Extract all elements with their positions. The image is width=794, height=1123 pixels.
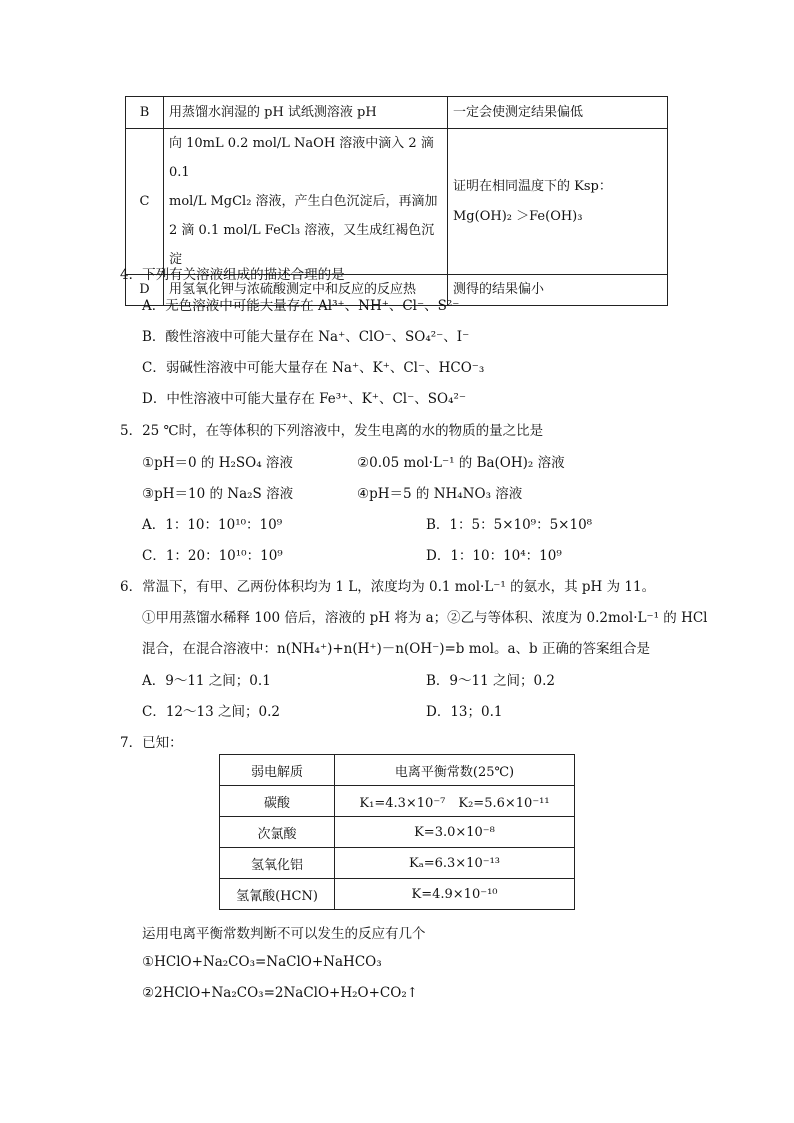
question-4-stem: 4．下列有关溶液组成的描述合理的是 — [120, 267, 345, 283]
row-result — [448, 275, 668, 306]
row-result — [448, 97, 668, 129]
ionization-constant: K₁=4.3×10⁻⁷ K₂=5.6×10⁻¹¹ — [335, 786, 575, 817]
question-5-item-4: ④pH＝5 的 NH₄NO₃ 溶液 — [357, 486, 523, 502]
row-description — [164, 129, 448, 275]
question-7-reaction-2: ②2HClO+Na₂CO₃=2NaClO+H₂O+CO₂↑ — [142, 985, 419, 1001]
result-line: 测得的结果偏小 — [453, 282, 545, 297]
table-row — [220, 879, 575, 910]
row-label: D — [126, 275, 164, 306]
result-line: 证明在相同温度下的 Ksp： — [453, 178, 612, 194]
question-7-prompt: 运用电离平衡常数判断不可以发生的反应有几个 — [142, 926, 426, 942]
question-6-option-b: B．9～11 之间；0.2 — [426, 673, 555, 689]
row-description — [164, 97, 448, 129]
question-6-option-d: D．13；0.1 — [426, 704, 503, 720]
question-5-option-a: A．1：10：10¹⁰：10⁹ — [142, 517, 283, 533]
description-line: 向 10mL 0.2 mol/L NaOH 溶液中滴入 2 滴 0.1 — [169, 136, 434, 180]
ionization-constant: K=4.9×10⁻¹⁰ — [335, 879, 575, 910]
electrolyte-name: 氢氰酸(HCN) — [220, 879, 335, 910]
electrolyte-name: 次氯酸 — [220, 817, 335, 848]
question-7-stem: 7．已知： — [120, 735, 183, 751]
result-line: 一定会使测定结果偏低 — [453, 104, 584, 120]
question-6-option-a: A．9～11 之间；0.1 — [142, 673, 271, 689]
ionization-constant-table — [219, 754, 575, 910]
column-header: 电离平衡常数(25℃) — [335, 755, 575, 786]
question-6-option-c: C．12～13 之间；0.2 — [142, 704, 280, 720]
electrolyte-name: 氢氧化铝 — [220, 848, 335, 879]
row-label: C — [126, 129, 164, 275]
question-6-stem: 6．常温下，有甲、乙两份体积均为 1 L，浓度均为 0.1 mol·L⁻¹ 的氨水，其 pH 为 11。 — [120, 579, 656, 595]
table-row — [220, 848, 575, 879]
question-5-stem: 5．25 ℃时，在等体积的下列溶液中，发生电离的水的物质的量之比是 — [120, 423, 544, 439]
question-5-option-c: C．1：20：10¹⁰：10⁹ — [142, 548, 283, 564]
question-6-line-3: 混合，在混合溶液中：n(NH₄⁺)+n(H⁺)－n(OH⁻)=b mol。a、b 正确的答案组合是 — [142, 641, 650, 657]
table-row — [126, 97, 668, 129]
result-line: Mg(OH)₂ ＞Fe(OH)₃ — [453, 208, 583, 224]
description-line: 用蒸馏水润湿的 pH 试纸测溶液 pH — [169, 104, 377, 120]
ionization-constant: Kₐ=6.3×10⁻¹³ — [335, 848, 575, 879]
question-4-option-c: C．弱碱性溶液中可能大量存在 Na⁺、K⁺、Cl⁻、HCO⁻₃ — [142, 360, 485, 376]
ionization-constant: K=3.0×10⁻⁸ — [335, 817, 575, 848]
description-line: mol/L MgCl₂ 溶液，产生白色沉淀后，再滴加 — [169, 194, 438, 209]
description-line: 2 滴 0.1 mol/L FeCl₃ 溶液，又生成红褐色沉淀 — [169, 223, 435, 267]
question-5-item-2: ②0.05 mol·L⁻¹ 的 Ba(OH)₂ 溶液 — [357, 455, 565, 471]
question-4-option-b: B．酸性溶液中可能大量存在 Na⁺、ClO⁻、SO₄²⁻、I⁻ — [142, 329, 470, 345]
column-header: 弱电解质 — [220, 755, 335, 786]
table-row — [126, 129, 668, 275]
table-header-row — [220, 755, 575, 786]
question-5-item-1: ①pH＝0 的 H₂SO₄ 溶液 — [142, 455, 293, 471]
table-row — [220, 817, 575, 848]
question-5-item-3: ③pH＝10 的 Na₂S 溶液 — [142, 486, 294, 502]
question-5-option-b: B．1：5：5×10⁹：5×10⁸ — [426, 517, 593, 533]
description-line: 用氢氧化钾与浓硫酸测定中和反应的反应热 — [169, 282, 417, 297]
question-5-option-d: D．1：10：10⁴：10⁹ — [426, 548, 562, 564]
row-result — [448, 129, 668, 275]
row-label: B — [126, 97, 164, 129]
electrolyte-name: 碳酸 — [220, 786, 335, 817]
question-4-option-a: A．无色溶液中可能大量存在 Al³⁺、NH⁺、Cl⁻、S²⁻ — [142, 298, 460, 314]
question-4-option-d: D．中性溶液中可能大量存在 Fe³⁺、K⁺、Cl⁻、SO₄²⁻ — [142, 391, 467, 407]
question-7-reaction-1: ①HClO+Na₂CO₃=NaClO+NaHCO₃ — [142, 954, 382, 970]
table-row — [220, 786, 575, 817]
question-6-line-2: ①甲用蒸馏水稀释 100 倍后，溶液的 pH 将为 a；②乙与等体积、浓度为 0.2mol·L⁻¹ 的 HCl — [142, 610, 708, 626]
